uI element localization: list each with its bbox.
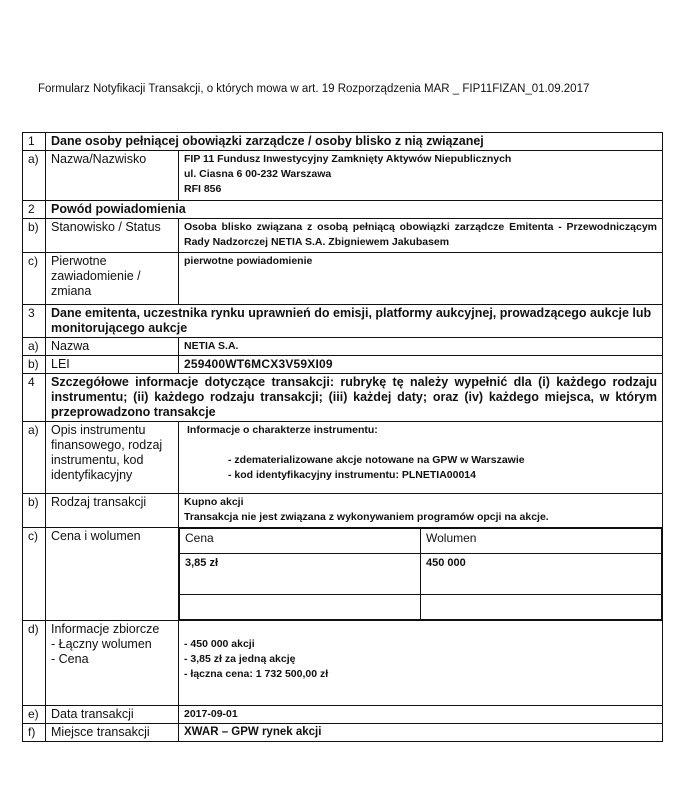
section-header: Dane emitenta, uczestnika rynku uprawnień do emisji, platformy aukcyjnej, prowadzącego aukcje lub monitorującego aukcje [46, 305, 663, 338]
section-header: Powód powiadomienia [46, 201, 663, 219]
row-label: Miejsce transakcji [46, 724, 179, 742]
section-3-header-row [23, 305, 663, 338]
section-4-header-row [23, 374, 663, 422]
row-label: Stanowisko / Status [46, 219, 179, 253]
row-value [179, 621, 663, 706]
row-letter: b) [23, 494, 46, 528]
row-letter: e) [23, 706, 46, 724]
section-1-header-row [23, 133, 663, 151]
label-line: - Cena [51, 652, 89, 666]
row-date [23, 706, 663, 724]
section-number: 2 [23, 201, 46, 219]
row-instrument [23, 422, 663, 494]
price-volume-cell [179, 528, 663, 621]
row-letter: a) [23, 338, 46, 356]
price-volume-table [179, 528, 662, 620]
row-venue [23, 724, 663, 742]
row-name [23, 151, 663, 201]
volume-column-header: Wolumen [421, 529, 662, 554]
volume-value: 450 000 [421, 554, 662, 595]
notification-form-table [22, 132, 663, 742]
row-value: NETIA S.A. [179, 338, 663, 356]
row-value [179, 422, 663, 494]
row-label: Opis instrumentu finansowego, rodzaj instrumentu, kod identyfikacyjny [46, 422, 179, 494]
instrument-heading: Informacje o charakterze instrumentu: [187, 424, 378, 436]
label-line: Informacje zbiorcze [51, 622, 160, 636]
row-lei [23, 356, 663, 374]
row-label: Rodzaj transakcji [46, 494, 179, 528]
section-number: 4 [23, 374, 46, 422]
row-value [179, 494, 663, 528]
row-letter: a) [23, 422, 46, 494]
row-value: 2017-09-01 [179, 706, 663, 724]
row-letter: c) [23, 528, 46, 621]
row-letter: b) [23, 356, 46, 374]
instrument-item: - kod identyfikacyjny instrumentu: PLNETIA00014 [228, 469, 476, 481]
label-line: - Łączny wolumen [51, 637, 152, 651]
row-position [23, 219, 663, 253]
row-value: pierwotne powiadomienie [179, 253, 663, 305]
row-notification-type [23, 253, 663, 305]
row-letter: b) [23, 219, 46, 253]
row-value: 259400WT6MCX3V59XI09 [179, 356, 663, 374]
row-value: Osoba blisko związana z osobą pełniącą obowiązki zarządcze Emitenta - Przewodniczącym Rady Nadzorczej NETIA S.A. Zbigniewem Jakubasem [179, 219, 663, 253]
price-column-header: Cena [180, 529, 421, 554]
row-letter: a) [23, 151, 46, 201]
row-value: XWAR – GPW rynek akcji [179, 724, 663, 742]
row-transaction-type [23, 494, 663, 528]
section-number: 1 [23, 133, 46, 151]
section-header: Dane osoby pełniącej obowiązki zarządcze / osoby blisko z nią związanej [46, 133, 663, 151]
row-label: Cena i wolumen [46, 528, 179, 621]
value-line: ul. Ciasna 6 00-232 Warszawa [184, 168, 332, 180]
price-value: 3,85 zł [180, 554, 421, 595]
value-line: Kupno akcji [184, 496, 244, 508]
value-line: Transakcja nie jest związana z wykonywaniem programów opcji na akcje. [184, 511, 549, 523]
row-label: Nazwa/Nazwisko [46, 151, 179, 201]
section-2-header-row [23, 201, 663, 219]
section-number: 3 [23, 305, 46, 338]
document-title: Formularz Notyfikacji Transakcji, o których mowa w art. 19 Rozporządzenia MAR _ FIP11FIZAN_01.09.2017 [38, 83, 590, 95]
row-label: Data transakcji [46, 706, 179, 724]
instrument-item: - zdematerializowane akcje notowane na GPW w Warszawie [228, 454, 525, 466]
row-label: LEI [46, 356, 179, 374]
value-line: - 3,85 zł za jedną akcję [184, 653, 296, 665]
row-aggregate [23, 621, 663, 706]
row-label [46, 621, 179, 706]
value-line: - 450 000 akcji [184, 638, 255, 650]
row-value [179, 151, 663, 201]
row-label: Nazwa [46, 338, 179, 356]
row-issuer-name [23, 338, 663, 356]
section-header: Szczegółowe informacje dotyczące transakcji: rubrykę tę należy wypełnić dla (i) każdego rodzaju instrumentu; (ii) każdego rodzaju transakcji; (iii) każdej daty; oraz (iv) każdego miejsca, w którym przeprowadzono transakcje [46, 374, 663, 422]
row-letter: c) [23, 253, 46, 305]
row-label: Pierwotne zawiadomienie / zmiana [46, 253, 179, 305]
value-line: - łączna cena: 1 732 500,00 zł [184, 668, 329, 680]
value-line: RFI 856 [184, 183, 222, 195]
row-price-volume [23, 528, 663, 621]
row-letter: d) [23, 621, 46, 706]
row-letter: f) [23, 724, 46, 742]
value-line: FIP 11 Fundusz Inwestycyjny Zamknięty Aktywów Niepublicznych [184, 153, 512, 165]
